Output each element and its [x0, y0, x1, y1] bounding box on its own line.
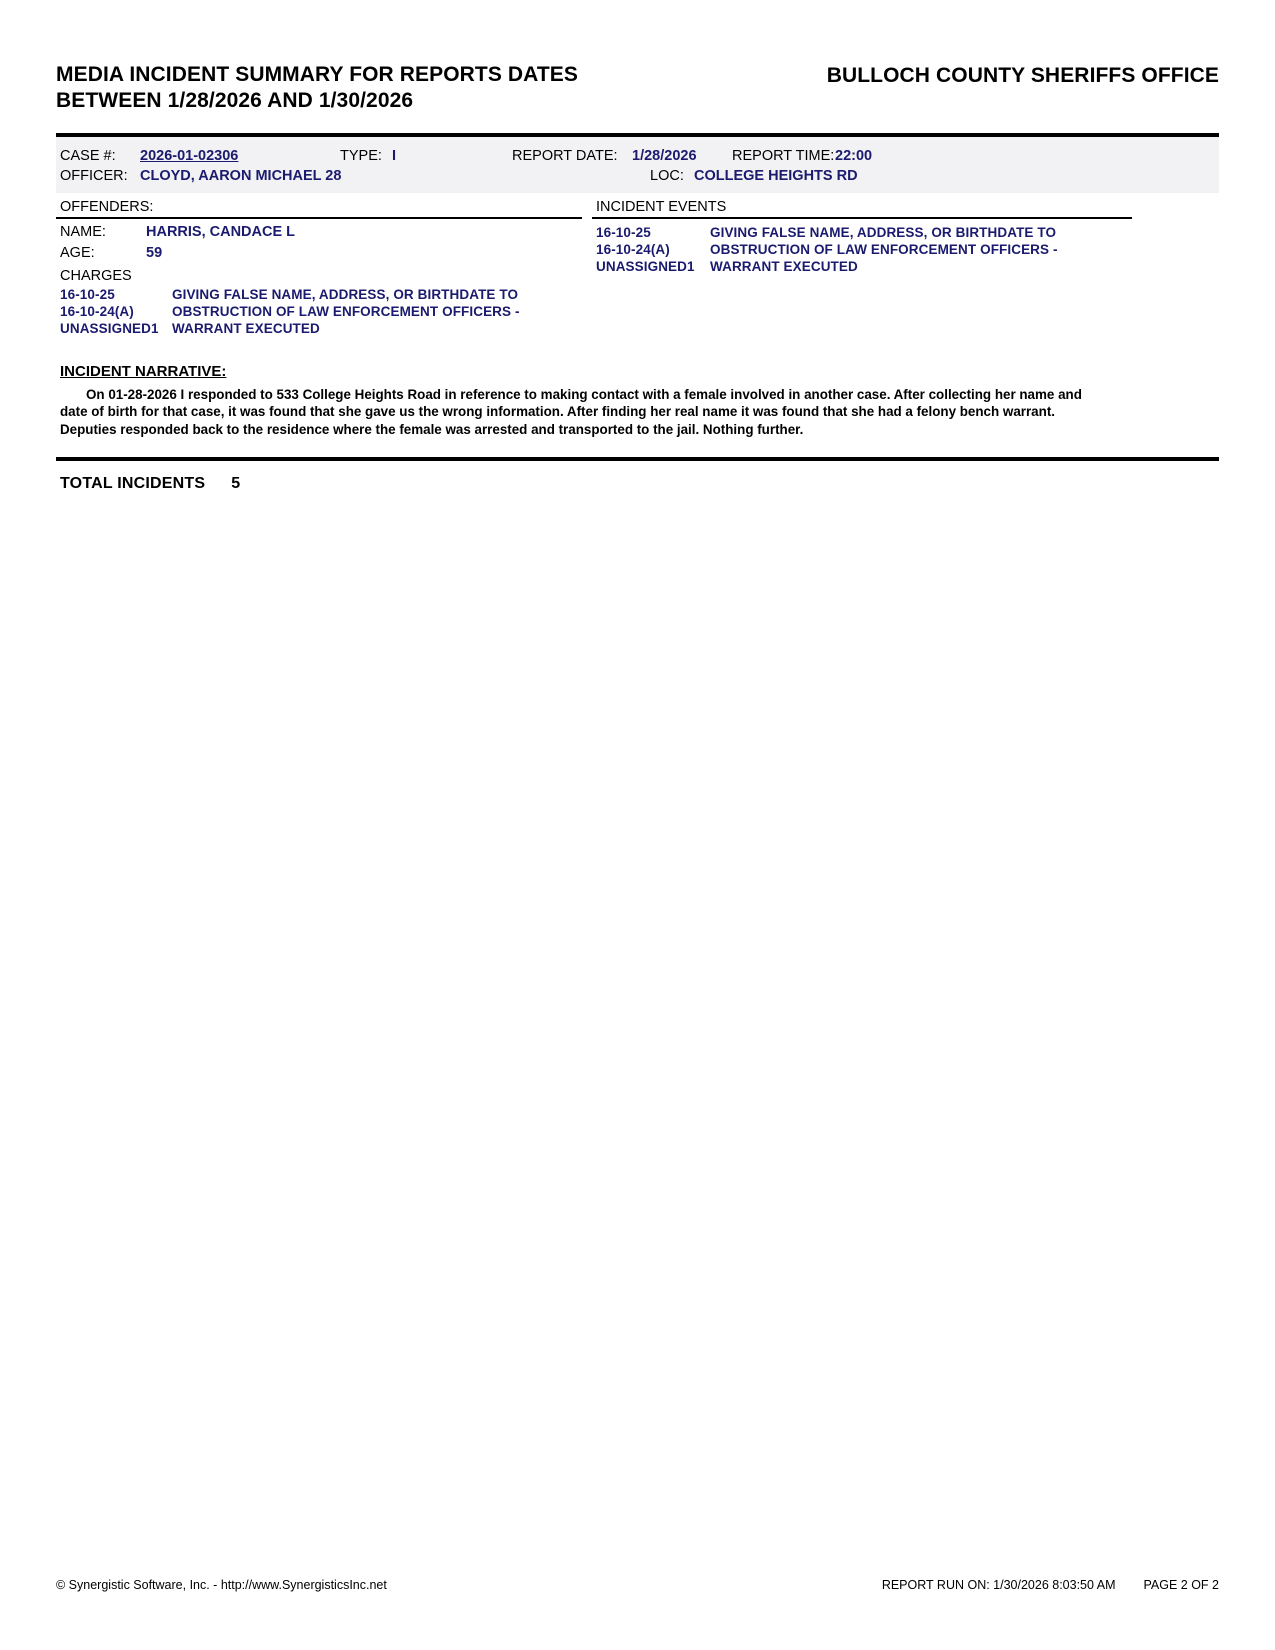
- incident-narrative-section: [56, 363, 1219, 439]
- type-label: TYPE:: [340, 147, 382, 164]
- incident-event-row: [592, 219, 1132, 241]
- offender-age-row: [56, 240, 582, 261]
- incident-event-row: [592, 258, 1132, 275]
- event-code: 16-10-25: [596, 224, 651, 240]
- report-time-label: REPORT TIME:: [732, 147, 835, 164]
- case-summary-band: [56, 137, 1219, 193]
- charge-code: 16-10-24(A): [60, 303, 134, 319]
- offenders-section-title: OFFENDERS:: [56, 199, 582, 219]
- document-header: [56, 0, 1219, 115]
- officer-value: CLOYD, AARON MICHAEL 28: [140, 167, 342, 184]
- case-detail-columns: [56, 199, 1219, 337]
- charges-label: CHARGES: [60, 267, 132, 284]
- organization-name: BULLOCH COUNTY SHERIFFS OFFICE: [826, 64, 1219, 87]
- charge-row: [56, 286, 582, 303]
- case-row-officer: [56, 167, 1219, 187]
- footer-run-on: REPORT RUN ON: 1/30/2026 8:03:50 AM: [881, 1578, 1116, 1592]
- report-date-label: REPORT DATE:: [512, 147, 618, 164]
- page-title: MEDIA INCIDENT SUMMARY FOR REPORTS DATES BETWEEN 1/28/2026 AND 1/30/2026: [56, 63, 579, 113]
- incident-event-row: [592, 241, 1132, 258]
- offender-name-row: [56, 219, 582, 240]
- footer-copyright: © Synergistic Software, Inc. - http://www.SynergisticsInc.net: [56, 1578, 387, 1592]
- charge-description: GIVING FALSE NAME, ADDRESS, OR BIRTHDATE TO: [172, 286, 519, 302]
- incident-narrative-text: [56, 380, 1094, 439]
- charge-description: WARRANT EXECUTED: [172, 320, 320, 336]
- event-description: GIVING FALSE NAME, ADDRESS, OR BIRTHDATE TO: [710, 224, 1057, 240]
- officer-label: OFFICER:: [60, 167, 128, 184]
- event-code: 16-10-24(A): [596, 241, 670, 257]
- offender-name-value: HARRIS, CANDACE L: [146, 223, 296, 240]
- charge-code: 16-10-25: [60, 286, 115, 302]
- offender-name-label: NAME:: [60, 223, 106, 240]
- event-code: UNASSIGNED1: [596, 258, 695, 274]
- total-incidents-row: [56, 461, 1219, 493]
- footer-right: [882, 1578, 1219, 1592]
- report-time-value: 22:00: [835, 147, 873, 164]
- charge-row: [56, 320, 582, 337]
- offenders-column: [56, 199, 592, 337]
- offender-age-label: AGE:: [60, 244, 95, 261]
- event-description: OBSTRUCTION OF LAW ENFORCEMENT OFFICERS -: [710, 241, 1058, 257]
- page-footer: [56, 1578, 1219, 1592]
- report-date-value: 1/28/2026: [632, 147, 697, 164]
- total-incidents-label: TOTAL INCIDENTS: [60, 474, 206, 492]
- offender-age-value: 59: [146, 244, 163, 261]
- event-description: WARRANT EXECUTED: [710, 258, 858, 274]
- incident-narrative-body: On 01-28-2026 I responded to 533 College Heights Road in reference to making contact with a female involved in another case. After collecting her name and date of birth for that case, it was found that she gave us the wrong information. After finding her real name it was found that she had a felony bench warrant. Deputies responded back to the residence where the female was arrested and transported to the jail. Nothing further.: [60, 386, 1082, 438]
- case-number-label: CASE #:: [60, 147, 116, 164]
- location-value: COLLEGE HEIGHTS RD: [694, 167, 858, 184]
- type-value: I: [392, 147, 397, 164]
- case-number-link[interactable]: 2026-01-02306: [140, 147, 239, 164]
- location-label: LOC:: [650, 167, 684, 184]
- footer-page-number: PAGE 2 OF 2: [1143, 1578, 1219, 1592]
- incident-events-column: [592, 199, 1132, 337]
- incident-narrative-title: INCIDENT NARRATIVE:: [60, 362, 227, 380]
- incident-events-section-title: INCIDENT EVENTS: [592, 199, 1132, 219]
- total-incidents-count: 5: [231, 474, 241, 492]
- charge-code: UNASSIGNED1: [60, 320, 159, 336]
- charge-row: [56, 303, 582, 320]
- case-row-primary: [56, 147, 1219, 167]
- charge-description: OBSTRUCTION OF LAW ENFORCEMENT OFFICERS -: [172, 303, 520, 319]
